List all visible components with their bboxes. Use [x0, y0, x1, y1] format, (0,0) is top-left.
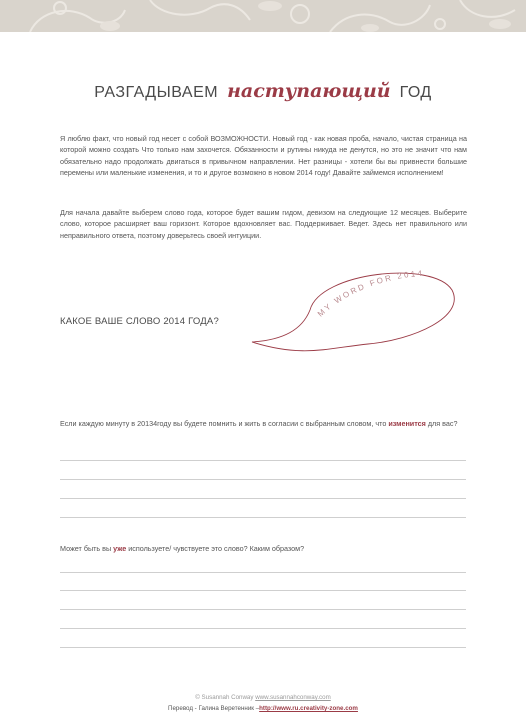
word-bubble — [248, 262, 468, 387]
answer-line[interactable] — [60, 628, 466, 629]
translation-text: Перевод - Галина Веретенник – — [168, 705, 260, 712]
translation-link[interactable]: http://www.ru.creativity-zone.com — [259, 705, 358, 712]
question-2-highlight: уже — [113, 544, 127, 553]
question-2 — [60, 543, 470, 554]
copyright-link[interactable]: www.susannahconway.com — [255, 694, 331, 701]
page-title — [0, 80, 526, 102]
answer-line[interactable] — [60, 517, 466, 518]
question-1-before: Если каждую минуту в 20134году вы будете помнить и жить в согласии с выбранным словом, что — [60, 419, 389, 428]
floral-pattern — [0, 0, 526, 32]
answer-line[interactable] — [60, 479, 466, 480]
footer-copyright — [0, 694, 526, 701]
title-part2: ГОД — [399, 84, 432, 101]
answer-line[interactable] — [60, 609, 466, 610]
question-1 — [60, 418, 470, 429]
question-1-highlight: изменится — [388, 419, 426, 428]
question-2-before: Может быть вы — [60, 544, 114, 553]
title-script-word: наступающий — [227, 80, 391, 102]
question-1-after: для вас? — [425, 419, 458, 428]
copyright-text: © Susannah Conway — [195, 694, 256, 701]
word-question-heading: КАКОЕ ВАШЕ СЛОВО 2014 ГОДА? — [60, 316, 219, 327]
title-part1: РАЗГАДЫВАЕМ — [94, 84, 219, 101]
intro-paragraph-1: Я люблю факт, что новый год несет с собой ВОЗМОЖНОСТИ. Новый год - как новая проба, начало, чистая страница на которой можно создать Что только нам захочется. Обязанности и рутины никуда не денутся, но это не значит что нам обязательно надо продолжать двигаться в привычном направлении. Нет разницы - хотели бы вы привнести большие перемены или маленькие изменения, и то и другое возможно в новом 2014 году! Давайте займемся исполнением! — [60, 134, 467, 178]
speech-bubble-icon — [248, 262, 468, 382]
answer-line[interactable] — [60, 460, 466, 461]
intro-paragraph-2: Для начала давайте выберем слово года, которое будет вашим гидом, девизом на следующие 12 месяцев. Выберите слово, которое расширяет ваш горизонт. Которое вдохновляет вас. Поддерживает. Ведет. Здесь нет правильного или неправильного ответа, поэтому доверьтесь своей интуиции. — [60, 208, 467, 240]
bubble-label: MY WORD FOR 2014 — [315, 268, 425, 319]
answer-line[interactable] — [60, 647, 466, 648]
answer-line[interactable] — [60, 498, 466, 499]
footer-translation — [0, 705, 526, 712]
question-2-after: используете/ чувствуете это слово? Каким образом? — [126, 544, 305, 553]
answer-line[interactable] — [60, 590, 466, 591]
answer-line[interactable] — [60, 572, 466, 573]
decorative-banner — [0, 0, 526, 32]
